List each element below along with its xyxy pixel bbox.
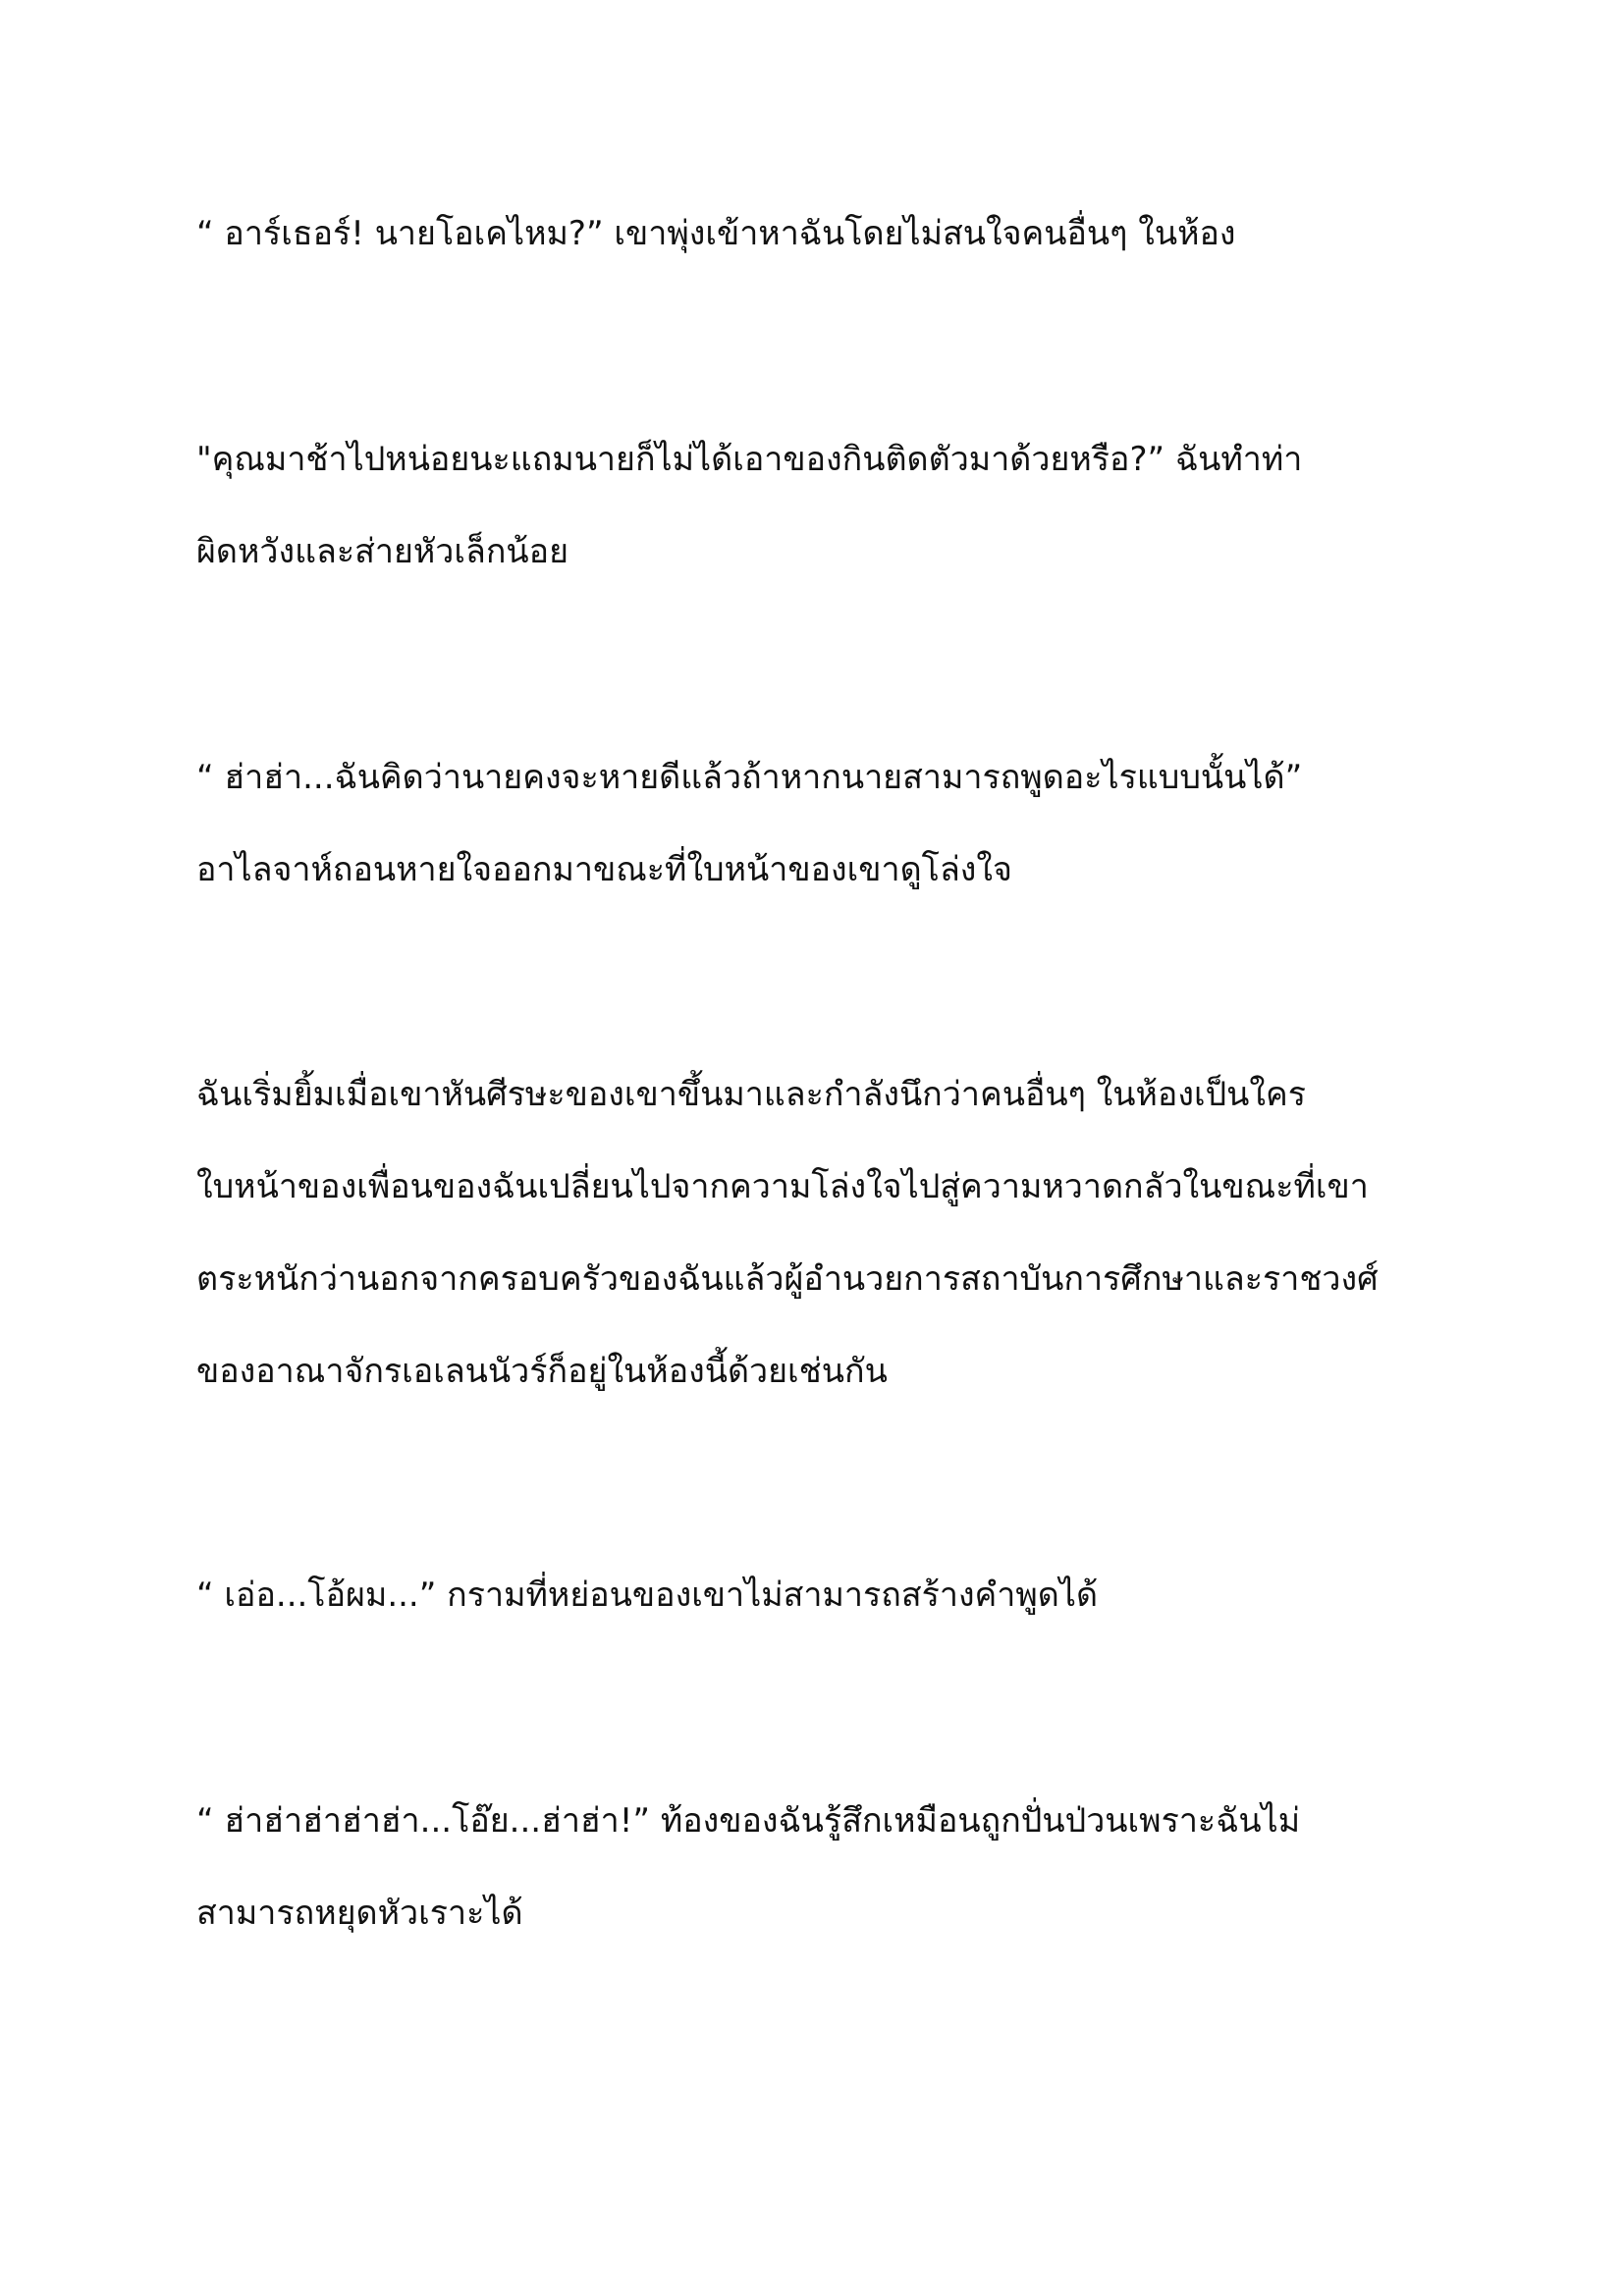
paragraph-3-line-2: อาไลจาห์ถอนหายใจออกมาขณะที่ใบหน้าของเขาดูโล่งใจ (196, 850, 1012, 889)
paragraph-2-line-2: ผิดหวังและส่ายหัวเล็กน้อย (196, 532, 569, 571)
paragraph-4-line-4: ของอาณาจักรเอเลนนัวร์ก็อยู่ในห้องนี้ด้วยเช่นกัน (196, 1352, 888, 1391)
paragraph-6-line-1: “ ฮ่าฮ่าฮ่าฮ่าฮ่า...โอ๊ย...ฮ่าฮ่า!” ท้องของฉันรู้สึกเหมือนถูกปั่นป่วนเพราะฉันไม่ (196, 1801, 1301, 1841)
paragraph-2-line-1: "คุณมาช้าไปหน่อยนะแถมนายก็ไม่ได้เอาของกินติดตัวมาด้วยหรือ?” ฉันทำท่า (196, 440, 1303, 479)
paragraph-4-line-2: ใบหน้าของเพื่อนของฉันเปลี่ยนไปจากความโล่งใจไปสู่ความหวาดกลัวในขณะที่เขา (196, 1167, 1369, 1206)
paragraph-4-line-1: ฉันเริ่มยิ้มเมื่อเขาหันศีรษะของเขาขึ้นมาและกำลังนึกว่าคนอื่นๆ ในห้องเป็นใคร (196, 1075, 1307, 1114)
paragraph-4-line-3: ตระหนักว่านอกจากครอบครัวของฉันแล้วผู้อำนวยการสถาบันการศึกษาและราชวงศ์ (196, 1259, 1379, 1299)
paragraph-3-line-1: “ ฮ่าฮ่า...ฉันคิดว่านายคงจะหายดีแล้วถ้าหากนายสามารถพูดอะไรแบบนั้นได้” (196, 758, 1303, 797)
paragraph-5-line-1: “ เอ่อ...โอ้ผม...” กรามที่หย่อนของเขาไม่สามารถสร้างคำพูดได้ (196, 1575, 1099, 1615)
paragraph-6-line-2: สามารถหยุดหัวเราะได้ (196, 1894, 523, 1933)
paragraph-1-line-1: “ อาร์เธอร์! นายโอเคไหม?” เขาพุ่งเข้าหาฉันโดยไม่สนใจคนอื่นๆ ในห้อง (196, 214, 1236, 253)
